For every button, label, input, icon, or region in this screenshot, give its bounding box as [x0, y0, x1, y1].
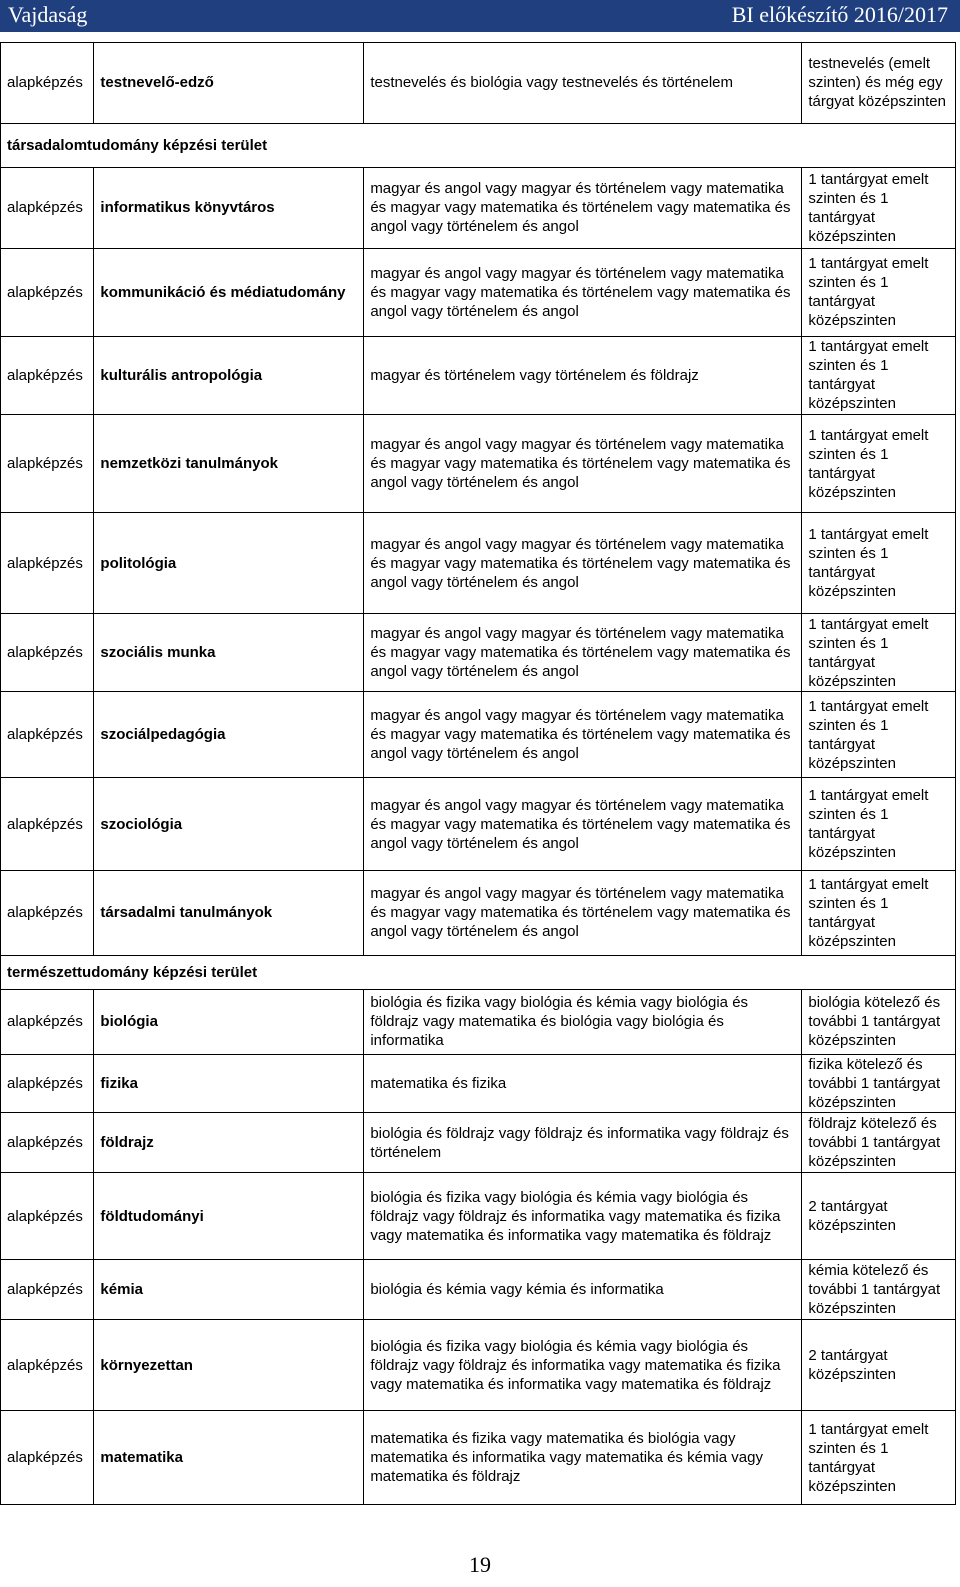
table-row	[1, 337, 956, 415]
level-cell: alapképzés	[1, 248, 94, 337]
program-name-cell: kémia	[94, 1260, 364, 1320]
level-cell: alapképzés	[1, 990, 94, 1054]
program-name-cell: szociális munka	[94, 614, 364, 692]
subjects-cell: biológia és fizika vagy biológia és kémia vagy biológia és földrajz vagy matematika és biológia vagy biológia és informatika	[364, 990, 802, 1054]
table-row	[1, 167, 956, 248]
table-row	[1, 1320, 956, 1411]
level-cell: alapképzés	[1, 614, 94, 692]
table-row	[1, 1260, 956, 1320]
subjects-cell: biológia és fizika vagy biológia és kémia vagy biológia és földrajz vagy földrajz és informatika vagy matematika és fizika vagy matematika és informatika vagy matematika és földrajz	[364, 1173, 802, 1260]
exam-level-cell: 1 tantárgyat emelt szinten és 1 tantárgyat középszinten	[802, 167, 956, 248]
program-name-cell: szociológia	[94, 778, 364, 871]
header-title: BI előkészítő 2016/2017	[731, 2, 948, 27]
program-name-cell: földtudományi	[94, 1173, 364, 1260]
admission-table	[0, 42, 956, 1505]
exam-level-cell: 1 tantárgyat emelt szinten és 1 tantárgyat középszinten	[802, 248, 956, 337]
subjects-cell: biológia és kémia vagy kémia és informatika	[364, 1260, 802, 1320]
exam-level-cell: 2 tantárgyat középszinten	[802, 1173, 956, 1260]
level-cell: alapképzés	[1, 337, 94, 415]
subjects-cell: magyar és angol vagy magyar és történelem vagy matematika és magyar vagy matematika és történelem vagy matematika és angol vagy történelem és angol	[364, 691, 802, 778]
subjects-cell: biológia és fizika vagy biológia és kémia vagy biológia és földrajz vagy földrajz és informatika vagy matematika és fizika vagy matematika és informatika vagy matematika és földrajz	[364, 1320, 802, 1411]
exam-level-cell: 1 tantárgyat emelt szinten és 1 tantárgyat középszinten	[802, 1411, 956, 1505]
exam-level-cell: 1 tantárgyat emelt szinten és 1 tantárgyat középszinten	[802, 414, 956, 513]
table-row	[1, 691, 956, 778]
program-name-cell: kommunikáció és médiatudomány	[94, 248, 364, 337]
level-cell: alapképzés	[1, 513, 94, 614]
subjects-cell: magyar és angol vagy magyar és történelem vagy matematika és magyar vagy matematika és történelem vagy matematika és angol vagy történelem és angol	[364, 248, 802, 337]
section-title: természettudomány képzési terület	[1, 955, 956, 989]
level-cell: alapképzés	[1, 778, 94, 871]
level-cell: alapképzés	[1, 414, 94, 513]
exam-level-cell: 1 tantárgyat emelt szinten és 1 tantárgyat középszinten	[802, 691, 956, 778]
table-row	[1, 1054, 956, 1112]
exam-level-cell: fizika kötelező és további 1 tantárgyat középszinten	[802, 1054, 956, 1112]
page-number: 19	[469, 1552, 491, 1577]
program-name-cell: informatikus könyvtáros	[94, 167, 364, 248]
program-name-cell: testnevelő-edző	[94, 43, 364, 124]
exam-level-cell: 1 tantárgyat emelt szinten és 1 tantárgyat középszinten	[802, 614, 956, 692]
level-cell: alapképzés	[1, 1411, 94, 1505]
subjects-cell: magyar és angol vagy magyar és történelem vagy matematika és magyar vagy matematika és történelem vagy matematika és angol vagy történelem és angol	[364, 167, 802, 248]
table-row	[1, 1112, 956, 1172]
program-name-cell: matematika	[94, 1411, 364, 1505]
subjects-cell: matematika és fizika	[364, 1054, 802, 1112]
section-title: társadalomtudomány képzési terület	[1, 123, 956, 167]
table-row	[1, 248, 956, 337]
table-row	[1, 1411, 956, 1505]
table-row	[1, 414, 956, 513]
program-name-cell: társadalmi tanulmányok	[94, 871, 364, 956]
subjects-cell: magyar és történelem vagy történelem és földrajz	[364, 337, 802, 415]
table-row	[1, 990, 956, 1054]
subjects-cell: testnevelés és biológia vagy testnevelés és történelem	[364, 43, 802, 124]
subjects-cell: magyar és angol vagy magyar és történelem vagy matematika és magyar vagy matematika és történelem vagy matematika és angol vagy történelem és angol	[364, 871, 802, 956]
subjects-cell: magyar és angol vagy magyar és történelem vagy matematika és magyar vagy matematika és történelem vagy matematika és angol vagy történelem és angol	[364, 414, 802, 513]
header-region: Vajdaság	[8, 2, 88, 27]
level-cell: alapképzés	[1, 167, 94, 248]
program-name-cell: földrajz	[94, 1112, 364, 1172]
exam-level-cell: kémia kötelező és további 1 tantárgyat középszinten	[802, 1260, 956, 1320]
exam-level-cell: 2 tantárgyat középszinten	[802, 1320, 956, 1411]
table-row	[1, 513, 956, 614]
level-cell: alapképzés	[1, 871, 94, 956]
program-name-cell: politológia	[94, 513, 364, 614]
level-cell: alapképzés	[1, 1054, 94, 1112]
table-row	[1, 778, 956, 871]
level-cell: alapképzés	[1, 1320, 94, 1411]
exam-level-cell: biológia kötelező és további 1 tantárgyat középszinten	[802, 990, 956, 1054]
subjects-cell: matematika és fizika vagy matematika és biológia vagy matematika és informatika vagy matematika és kémia vagy matematika és földrajz	[364, 1411, 802, 1505]
table-body	[1, 43, 956, 1505]
program-name-cell: nemzetközi tanulmányok	[94, 414, 364, 513]
subjects-cell: magyar és angol vagy magyar és történelem vagy matematika és magyar vagy matematika és történelem vagy matematika és angol vagy történelem és angol	[364, 513, 802, 614]
exam-level-cell: testnevelés (emelt szinten) és még egy tárgyat középszinten	[802, 43, 956, 124]
table-row	[1, 614, 956, 692]
program-name-cell: biológia	[94, 990, 364, 1054]
exam-level-cell: 1 tantárgyat emelt szinten és 1 tantárgyat középszinten	[802, 513, 956, 614]
level-cell: alapképzés	[1, 1173, 94, 1260]
level-cell: alapképzés	[1, 1112, 94, 1172]
program-name-cell: szociálpedagógia	[94, 691, 364, 778]
level-cell: alapképzés	[1, 691, 94, 778]
section-row	[1, 123, 956, 167]
table-row	[1, 871, 956, 956]
table-row	[1, 43, 956, 124]
page-header	[0, 0, 960, 32]
exam-level-cell: földrajz kötelező és további 1 tantárgyat középszinten	[802, 1112, 956, 1172]
subjects-cell: biológia és földrajz vagy földrajz és informatika vagy földrajz és történelem	[364, 1112, 802, 1172]
program-name-cell: kulturális antropológia	[94, 337, 364, 415]
exam-level-cell: 1 tantárgyat emelt szinten és 1 tantárgyat középszinten	[802, 337, 956, 415]
table-row	[1, 1173, 956, 1260]
exam-level-cell: 1 tantárgyat emelt szinten és 1 tantárgyat középszinten	[802, 778, 956, 871]
subjects-cell: magyar és angol vagy magyar és történelem vagy matematika és magyar vagy matematika és történelem vagy matematika és angol vagy történelem és angol	[364, 614, 802, 692]
program-name-cell: fizika	[94, 1054, 364, 1112]
level-cell: alapképzés	[1, 43, 94, 124]
program-name-cell: környezettan	[94, 1320, 364, 1411]
exam-level-cell: 1 tantárgyat emelt szinten és 1 tantárgyat középszinten	[802, 871, 956, 956]
section-row	[1, 955, 956, 989]
level-cell: alapképzés	[1, 1260, 94, 1320]
subjects-cell: magyar és angol vagy magyar és történelem vagy matematika és magyar vagy matematika és történelem vagy matematika és angol vagy történelem és angol	[364, 778, 802, 871]
